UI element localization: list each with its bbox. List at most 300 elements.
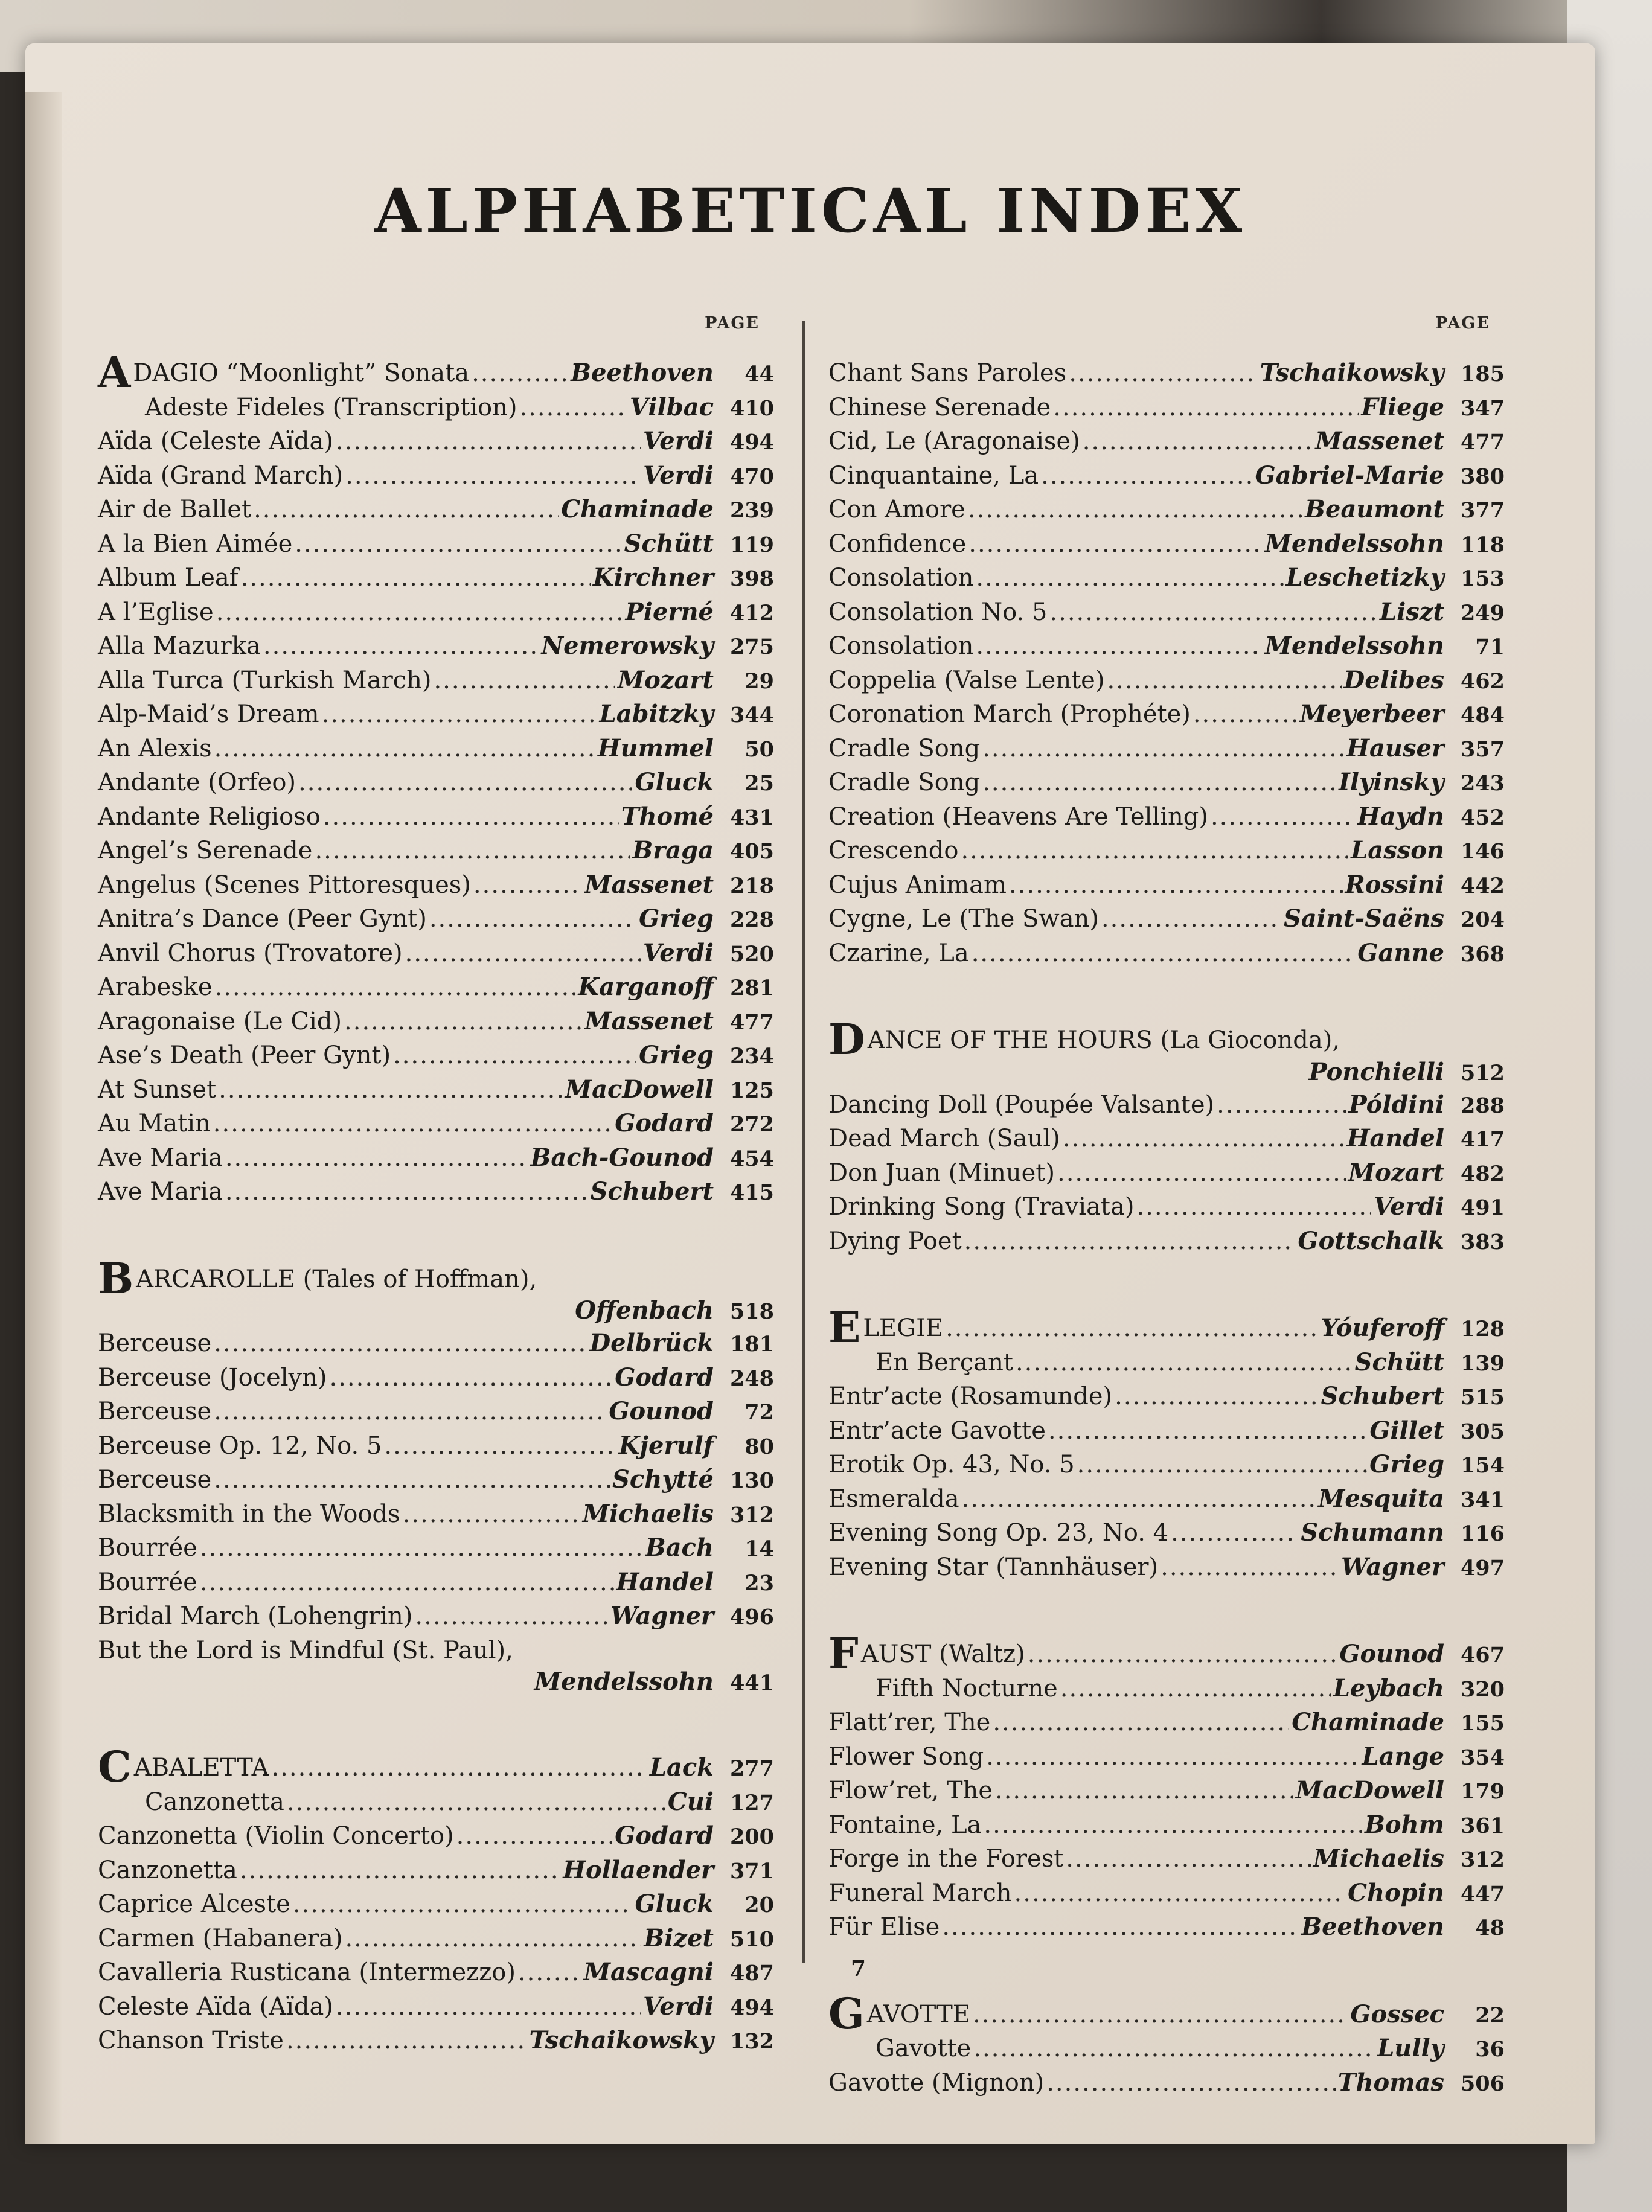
- entry-composer: Mesquita: [1318, 1484, 1444, 1513]
- entry-title: [98, 2024, 284, 2057]
- entry-title: [98, 596, 214, 629]
- index-entry: [98, 459, 774, 494]
- entry-composer: Mendelssohn: [1264, 529, 1444, 558]
- entry-composer: Schubert: [590, 1177, 714, 1206]
- leader-dots: [1014, 1877, 1346, 1910]
- entry-page-number: 494: [729, 430, 774, 455]
- entry-title: [98, 347, 470, 397]
- letter-group: [828, 1014, 1505, 1259]
- entry-title-text: Fifth Nocturne: [876, 1674, 1058, 1702]
- entry-title-text: Berceuse Op. 12, No. 5: [98, 1431, 382, 1460]
- entry-title-text: Gavotte: [876, 2035, 972, 2062]
- entry-composer: Mascagni: [583, 1958, 714, 1986]
- entry-page-number: 491: [1460, 1195, 1505, 1220]
- entry-page-number: 130: [729, 1468, 774, 1493]
- drop-initial: D: [828, 1014, 865, 1064]
- entry-composer: Grieg: [639, 904, 714, 933]
- entry-page-number: 312: [729, 1502, 774, 1527]
- leader-dots: [315, 834, 630, 868]
- index-column-left: [98, 314, 774, 2112]
- index-entry: [98, 1253, 774, 1303]
- leader-dots: [405, 937, 641, 970]
- leader-dots: [345, 459, 641, 493]
- entry-page-number: 454: [729, 1146, 774, 1171]
- leader-dots: [518, 1956, 581, 1989]
- entry-title-text: Andante Religioso: [98, 802, 321, 831]
- index-entry: [828, 1302, 1505, 1352]
- leader-dots: [200, 1566, 614, 1599]
- index-entry: [98, 1922, 774, 1957]
- entry-composer: Godard: [615, 1109, 714, 1137]
- leader-dots: [298, 766, 632, 799]
- entry-page-number: 512: [1460, 1060, 1505, 1085]
- entry-page-number: 127: [729, 1790, 774, 1815]
- entry-title: [98, 1039, 391, 1072]
- entry-page-number: 281: [729, 976, 774, 1000]
- leader-dots: [968, 528, 1262, 561]
- entry-composer: Grieg: [639, 1041, 714, 1069]
- entry-composer: Mendelssohn: [534, 1667, 714, 1696]
- leader-dots: [1171, 1517, 1298, 1550]
- index-entry: [98, 2024, 774, 2059]
- leader-dots: [225, 1142, 528, 1175]
- index-entry: [828, 1448, 1505, 1483]
- leader-dots: [1115, 1380, 1319, 1413]
- index-entry: [98, 1820, 774, 1854]
- leader-dots: [1101, 903, 1281, 936]
- leader-dots: [336, 425, 641, 458]
- leader-dots: [434, 664, 615, 697]
- entry-title: [98, 1566, 197, 1599]
- entry-composer: Leybach: [1333, 1673, 1444, 1702]
- entry-page-number: 153: [1460, 566, 1505, 591]
- entry-composer: Thomé: [621, 802, 714, 831]
- entry-page-number: 452: [1460, 805, 1505, 830]
- entry-title: [98, 1854, 237, 1887]
- entry-title-text: Angelus (Scenes Pittoresques): [98, 871, 471, 899]
- entry-composer: Cui: [667, 1787, 714, 1816]
- entry-title: [828, 1346, 1013, 1379]
- leader-dots: [982, 732, 1344, 766]
- index-entry: [828, 801, 1505, 835]
- entry-page-number: 36: [1475, 2037, 1505, 2062]
- left-letter-groups: [98, 347, 774, 2059]
- index-entry: [98, 1107, 774, 1142]
- entry-composer: Delbrück: [589, 1329, 714, 1357]
- leader-dots: [214, 1395, 606, 1428]
- entry-title-text: But the Lord is Mindful (St. Paul),: [98, 1636, 513, 1664]
- leader-dots: [200, 1532, 643, 1565]
- entry-title: [828, 1741, 984, 1774]
- entry-composer: Verdi: [642, 461, 714, 490]
- entry-title-text: Confidence: [828, 529, 967, 558]
- leader-dots: [415, 1600, 608, 1633]
- entry-title: [98, 1742, 269, 1792]
- leader-dots: [241, 561, 591, 595]
- index-entry: [828, 1157, 1505, 1191]
- entry-title-text: ANCE OF THE HOURS (La Gioconda),: [867, 1026, 1340, 1054]
- leader-dots: [322, 698, 597, 731]
- entry-title-text: Bourrée: [98, 1534, 197, 1562]
- leader-dots: [519, 391, 627, 424]
- entry-page-number: 405: [729, 839, 774, 864]
- index-entry: [828, 1774, 1505, 1809]
- entry-title: [98, 561, 239, 595]
- entry-page-number: 347: [1460, 395, 1505, 421]
- entry-composer: Verdi: [642, 938, 714, 967]
- entry-title: [98, 1463, 211, 1497]
- entry-composer: Offenbach: [575, 1296, 714, 1325]
- entry-title-text: Coppelia (Valse Lente): [828, 666, 1105, 694]
- index-entry: [828, 1191, 1505, 1225]
- entry-composer: MacDowell: [565, 1075, 714, 1104]
- entry-page-number: 467: [1460, 1643, 1505, 1667]
- entry-page-number: 239: [729, 498, 774, 523]
- entry-title: [98, 801, 321, 834]
- entry-title-text: Consolation: [828, 632, 974, 660]
- entry-title: [828, 1774, 993, 1808]
- entry-title: [828, 425, 1080, 458]
- leader-dots: [293, 1888, 633, 1921]
- index-entry: [828, 1988, 1505, 2039]
- entry-composer: Yóuferoff: [1321, 1314, 1444, 1342]
- letter-group: [828, 1628, 1505, 1945]
- entry-page-number: 312: [1460, 1847, 1505, 1872]
- entry-title: [828, 2032, 971, 2065]
- index-entry-continuation: [98, 1296, 774, 1327]
- entry-title-text: Dancing Doll (Poupée Valsante): [828, 1090, 1215, 1119]
- entry-title-text: Czarine, La: [828, 939, 969, 967]
- entry-page-number: 243: [1460, 771, 1505, 796]
- entry-composer: Ponchielli: [1308, 1057, 1444, 1086]
- leader-dots: [1217, 1088, 1346, 1122]
- leader-dots: [429, 903, 636, 936]
- entry-title-text: Evening Star (Tannhäuser): [828, 1553, 1159, 1581]
- entry-page-number: 441: [729, 1670, 774, 1695]
- entry-composer: Lack: [649, 1753, 714, 1782]
- index-entry: [828, 1809, 1505, 1843]
- index-entry: [828, 528, 1505, 562]
- entry-page-number: 181: [729, 1332, 774, 1357]
- entry-page-number: 116: [1460, 1521, 1505, 1546]
- entry-title: [828, 664, 1104, 697]
- entry-title-text: Berceuse: [98, 1466, 212, 1494]
- index-entry: [98, 1786, 774, 1820]
- leader-dots: [984, 1809, 1362, 1842]
- entry-page-number: 154: [1460, 1453, 1505, 1478]
- entry-title-text: Au Matin: [98, 1110, 211, 1137]
- entry-page-number: 72: [744, 1400, 774, 1425]
- entry-composer: Mozart: [1348, 1158, 1444, 1187]
- entry-title: [828, 937, 969, 970]
- index-entry: [98, 732, 774, 767]
- index-entry: [98, 1566, 774, 1600]
- entry-title-text: Forge in the Forest: [828, 1845, 1064, 1873]
- leader-dots: [323, 801, 619, 834]
- entry-page-number: 442: [1460, 873, 1505, 898]
- index-entry: [98, 493, 774, 528]
- leader-dots: [330, 1361, 613, 1395]
- index-entry: [98, 1327, 774, 1361]
- leader-dots: [1211, 801, 1355, 834]
- entry-title-text: Cavalleria Rusticana (Intermezzo): [98, 1958, 516, 1986]
- index-entry: [98, 1395, 774, 1430]
- entry-title-text: Esmeralda: [828, 1485, 959, 1513]
- index-entry: [98, 1532, 774, 1566]
- entry-page-number: 470: [729, 464, 774, 489]
- entry-page-number: 515: [1460, 1385, 1505, 1410]
- leader-dots: [1069, 357, 1257, 390]
- entry-title-text: A la Bien Aimée: [98, 529, 293, 558]
- entry-title-text: En Berçant: [876, 1348, 1013, 1376]
- entry-title-text: Carmen (Habanera): [98, 1924, 343, 1952]
- index-entry: [828, 1483, 1505, 1517]
- index-entry: [828, 732, 1505, 767]
- entry-page-number: 288: [1460, 1093, 1505, 1118]
- entry-page-number: 80: [744, 1434, 774, 1459]
- entry-title: [828, 1088, 1214, 1122]
- index-entry: [98, 1854, 774, 1888]
- entry-title-text: Andante (Orfeo): [98, 769, 296, 796]
- entry-title-text: Chanson Triste: [98, 2027, 284, 2054]
- entry-title: [98, 698, 319, 731]
- index-entry: [828, 561, 1505, 596]
- entry-page-number: 344: [729, 703, 774, 727]
- entry-title-text: Berceuse: [98, 1398, 212, 1425]
- entry-page-number: 354: [1460, 1745, 1505, 1770]
- entry-title-text: At Sunset: [98, 1075, 217, 1104]
- entry-title: [98, 1634, 513, 1667]
- page-spine-shadow: [25, 92, 62, 2144]
- leader-dots: [1053, 391, 1359, 424]
- leader-dots: [1063, 1122, 1345, 1156]
- entry-title-text: Alla Mazurka: [98, 632, 261, 660]
- entry-title-text: Arabeske: [98, 973, 213, 1001]
- index-entry: [828, 1877, 1505, 1911]
- index-entry: [98, 664, 774, 698]
- entry-composer: Mozart: [617, 665, 714, 694]
- entry-title: [98, 425, 333, 458]
- entry-title-text: Canzonetta (Violin Concerto): [98, 1822, 454, 1850]
- entry-composer: Pierné: [625, 597, 714, 626]
- index-entry: [98, 391, 774, 426]
- index-entry: [98, 971, 774, 1005]
- entry-composer: Beethoven: [1301, 1913, 1444, 1941]
- leader-dots: [946, 1312, 1319, 1345]
- leader-dots: [1048, 1414, 1367, 1448]
- leader-dots: [240, 1854, 560, 1887]
- letter-group: [98, 347, 774, 1210]
- entry-page-number: 431: [729, 805, 774, 830]
- entry-title-text: Con Amore: [828, 496, 965, 523]
- entry-title-text: Ave Maria: [98, 1143, 223, 1172]
- leader-dots: [1049, 596, 1377, 629]
- entry-title: [98, 1073, 216, 1107]
- entry-title: [828, 1551, 1158, 1584]
- entry-title-text: Erotik Op. 43, No. 5: [828, 1451, 1075, 1478]
- entry-page-number: 462: [1460, 668, 1505, 694]
- leader-dots: [286, 2024, 527, 2057]
- index-entry: [828, 2032, 1505, 2067]
- entry-title: [98, 1888, 290, 1921]
- leader-dots: [456, 1820, 613, 1853]
- index-entry: [828, 937, 1505, 971]
- entry-composer: Bizet: [644, 1923, 714, 1952]
- entry-title-text: Anvil Chorus (Trovatore): [98, 939, 403, 967]
- leader-dots: [216, 596, 623, 629]
- entry-title: [828, 732, 980, 766]
- leader-dots: [964, 1225, 1296, 1258]
- entry-title-text: Canzonetta: [98, 1856, 237, 1884]
- entry-page-number: 22: [1475, 2003, 1505, 2028]
- entry-page-number: 482: [1460, 1161, 1505, 1186]
- entry-title-text: Fontaine, La: [828, 1811, 982, 1839]
- entry-composer: Wagner: [610, 1602, 714, 1630]
- entry-page-number: 398: [729, 566, 774, 591]
- entry-page-number: 377: [1460, 498, 1505, 523]
- entry-composer: Fliege: [1361, 392, 1444, 421]
- entry-title: [98, 630, 261, 663]
- index-entry: [828, 766, 1505, 801]
- letter-group: [98, 1742, 774, 2059]
- index-entry-continuation: [828, 1057, 1505, 1088]
- entry-composer: Vilbac: [630, 392, 714, 421]
- entry-title: [98, 493, 251, 526]
- leader-dots: [287, 1786, 665, 1819]
- entry-page-number: 380: [1460, 464, 1505, 489]
- entry-composer: Gluck: [635, 1890, 714, 1918]
- leader-dots: [995, 1774, 1293, 1808]
- entry-page-number: 132: [729, 2029, 774, 2054]
- entry-page-number: 447: [1460, 1881, 1505, 1907]
- entry-page-number: 50: [744, 737, 774, 762]
- entry-composer: Rossini: [1345, 870, 1444, 899]
- entry-page-number: 506: [1460, 2071, 1505, 2096]
- index-entry: [98, 1039, 774, 1073]
- entry-composer: Beethoven: [571, 359, 714, 387]
- entry-composer: Michaelis: [582, 1499, 714, 1528]
- index-entry: [828, 425, 1505, 459]
- entry-page-number: 417: [1460, 1127, 1505, 1152]
- entry-page-number: 119: [729, 532, 774, 557]
- entry-composer: Chopin: [1348, 1878, 1444, 1907]
- entry-title: [98, 1107, 211, 1140]
- entry-composer: Saint-Saëns: [1283, 904, 1444, 933]
- leader-dots: [1077, 1448, 1368, 1482]
- entry-composer: Labitzky: [599, 700, 714, 728]
- index-entry: [98, 596, 774, 630]
- entry-page-number: 14: [744, 1536, 774, 1561]
- entry-title-text: Bridal March (Lohengrin): [98, 1602, 413, 1630]
- index-entry: [98, 528, 774, 562]
- index-entry: [828, 1225, 1505, 1259]
- index-entry: [828, 1380, 1505, 1414]
- entry-page-number: 179: [1460, 1779, 1505, 1804]
- entry-title: [98, 1005, 342, 1038]
- entry-composer: Godard: [615, 1363, 714, 1392]
- entry-title: [98, 664, 431, 697]
- index-entry: [98, 630, 774, 664]
- letter-group: [828, 1302, 1505, 1585]
- leader-dots: [473, 869, 582, 902]
- entry-composer: Hauser: [1346, 734, 1444, 762]
- entry-title: [828, 1911, 940, 1944]
- entry-title: [828, 596, 1047, 629]
- entry-page-number: 249: [1460, 600, 1505, 625]
- drop-initial: F: [828, 1628, 859, 1678]
- index-entry: [828, 698, 1505, 732]
- entry-title-text: Ase’s Death (Peer Gynt): [98, 1041, 391, 1069]
- entry-title: [98, 1327, 211, 1360]
- entry-title: [828, 493, 965, 526]
- entry-composer: Lasson: [1351, 836, 1444, 865]
- entry-composer: Chaminade: [1292, 1708, 1444, 1736]
- index-entry: [828, 596, 1505, 630]
- index-entry: [98, 425, 774, 459]
- entry-title-text: Consolation No. 5: [828, 598, 1048, 626]
- leader-dots: [254, 493, 559, 526]
- entry-title-text: Für Elise: [828, 1913, 940, 1941]
- entry-page-number: 496: [729, 1605, 774, 1629]
- entry-page-number: 125: [729, 1078, 774, 1103]
- entry-page-number: 204: [1460, 907, 1505, 932]
- entry-page-number: 275: [729, 635, 774, 659]
- entry-composer: Handel: [1346, 1124, 1444, 1152]
- entry-title-text: Canzonetta: [145, 1788, 284, 1816]
- entry-title-text: Drinking Song (Traviata): [828, 1193, 1135, 1221]
- leader-dots: [403, 1498, 580, 1531]
- entry-composer: Hollaender: [563, 1855, 714, 1884]
- leader-dots: [219, 1073, 563, 1107]
- entry-title-text: Celeste Aïda (Aïda): [98, 1992, 333, 2021]
- index-entry: [828, 1517, 1505, 1551]
- index-entry: [98, 834, 774, 869]
- index-entry: [98, 1888, 774, 1922]
- entry-title: [828, 1380, 1112, 1413]
- entry-composer: Bach-Gounod: [530, 1143, 714, 1172]
- entry-title: [98, 459, 343, 493]
- index-entry: [828, 664, 1505, 698]
- leader-dots: [1057, 1157, 1346, 1190]
- entry-composer: Schytté: [612, 1465, 714, 1494]
- entry-title: [828, 1014, 1340, 1064]
- entry-title-text: Flatt’rer, The: [828, 1709, 991, 1736]
- entry-title: [98, 937, 403, 970]
- entry-composer: Gounod: [1339, 1640, 1444, 1668]
- entry-page-number: 248: [729, 1366, 774, 1391]
- entry-page-number: 494: [729, 1995, 774, 2020]
- leader-dots: [1083, 425, 1313, 458]
- entry-composer: Braga: [632, 836, 714, 865]
- entry-page-number: 48: [1475, 1916, 1505, 1940]
- entry-title: [828, 1517, 1168, 1550]
- index-entry: [828, 1414, 1505, 1449]
- leader-dots: [1066, 1843, 1311, 1876]
- letter-group: [98, 1253, 774, 1699]
- entry-title-text: Coronation March (Prophéte): [828, 700, 1191, 728]
- entry-title-text: Funeral March: [828, 1879, 1012, 1907]
- entry-title-text: Don Juan (Minuet): [828, 1159, 1055, 1187]
- leader-dots: [384, 1430, 616, 1463]
- entry-page-number: 25: [744, 771, 774, 796]
- entry-title: [828, 1191, 1134, 1224]
- index-entry: [98, 698, 774, 732]
- entry-composer: Massenet: [584, 870, 714, 899]
- entry-title: [828, 1809, 981, 1842]
- entry-composer: Karganoff: [578, 973, 714, 1001]
- entry-title: [828, 357, 1066, 390]
- letter-group: [828, 357, 1505, 971]
